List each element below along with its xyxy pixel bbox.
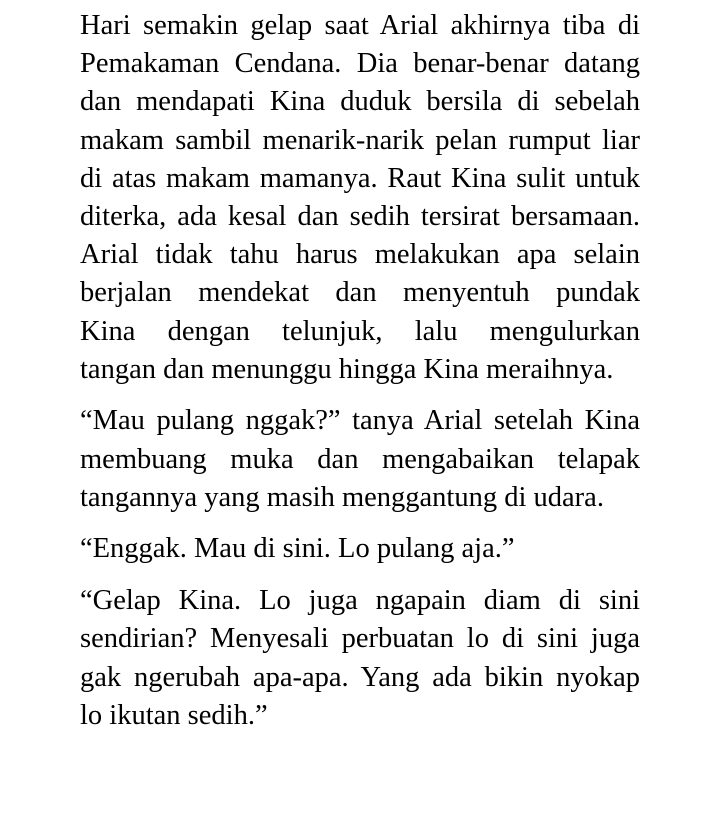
- paragraph-2: [80, 402, 640, 517]
- text-line: gak ngerubah apa-apa. Yang ada bikin nyokap: [80, 661, 640, 693]
- text-line: Hari semakin gelap saat Arial akhirnya tiba di: [80, 10, 640, 41]
- text-line: “Mau pulang nggak?” tanya Arial setelah Kina: [80, 405, 640, 437]
- text-line: berjalan mendekat dan menyentuh pundak: [80, 277, 640, 309]
- text-line: sendirian? Menyesali perbuatan lo di sini juga: [80, 623, 640, 655]
- text-line: tangan dan menunggu hingga Kina meraihnya.: [80, 353, 614, 385]
- text-line: Arial tidak tahu harus melakukan apa selain: [80, 239, 640, 271]
- text-line: lo ikutan sedih.”: [80, 699, 268, 731]
- text-line: “Gelap Kina. Lo juga ngapain diam di sini: [80, 585, 640, 617]
- paragraph-3: [80, 530, 640, 568]
- text-line: dan mendapati Kina duduk bersila di sebelah: [80, 86, 640, 118]
- text-line: diterka, ada kesal dan sedih tersirat bersamaan.: [80, 200, 640, 232]
- document-page: [80, 7, 640, 735]
- text-line: Pemakaman Cendana. Dia benar-benar datang: [80, 48, 640, 80]
- text-line: tangannya yang masih menggantung di udara.: [80, 481, 604, 513]
- text-line: di atas makam mamanya. Raut Kina sulit untuk: [80, 162, 640, 194]
- text-line: “Enggak. Mau di sini. Lo pulang aja.”: [80, 533, 515, 565]
- text-line: membuang muka dan mengabaikan telapak: [80, 443, 640, 475]
- paragraph-4: [80, 582, 640, 735]
- text-line: makam sambil menarik-narik pelan rumput liar: [80, 124, 640, 156]
- paragraph-1: [80, 7, 640, 389]
- text-line: Kina dengan telunjuk, lalu mengulurkan: [80, 315, 640, 347]
